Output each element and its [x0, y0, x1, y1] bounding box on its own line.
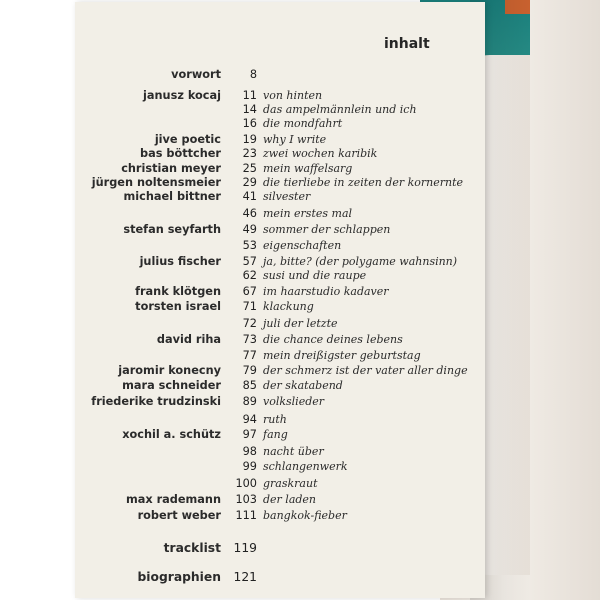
toc-page-number: 111	[235, 509, 257, 522]
toc-title: graskraut	[263, 477, 318, 490]
toc-title: zwei wochen karibik	[263, 147, 378, 160]
toc-title: ja, bitte? (der polygame wahnsinn)	[263, 255, 458, 268]
toc-page-number: 71	[242, 300, 257, 313]
toc-title: ruth	[263, 413, 287, 426]
toc-page-number: 100	[235, 477, 257, 490]
toc-page-number: 97	[242, 428, 257, 441]
toc-page-number: 67	[242, 285, 257, 298]
toc-author: frank klötgen	[135, 285, 221, 298]
toc-author: biographien	[137, 570, 221, 584]
book-page	[75, 2, 485, 598]
toc-page-number: 8	[249, 68, 257, 81]
toc-entry	[75, 541, 485, 558]
toc-page-number: 41	[242, 190, 257, 203]
toc-author: friederike trudzinski	[91, 395, 221, 408]
toc-page-number: 98	[242, 445, 257, 458]
toc-title: die mondfahrt	[263, 117, 343, 130]
toc-page-number: 23	[242, 147, 257, 160]
toc-author: torsten israel	[135, 300, 221, 313]
toc-title: mein waffelsarg	[263, 162, 353, 175]
toc-page-number: 16	[242, 117, 257, 130]
toc-page-number: 73	[242, 333, 257, 346]
toc-title: die tierliebe in zeiten der kornernte	[263, 176, 464, 189]
toc-page-number: 49	[242, 223, 257, 236]
toc-entry	[75, 207, 485, 224]
toc-author: xochil a. schütz	[122, 428, 221, 441]
toc-title: mein dreißigster geburtstag	[263, 349, 421, 362]
toc-page-number: 11	[242, 89, 257, 102]
page-heading: inhalt	[384, 36, 430, 52]
toc-title: der skatabend	[263, 379, 343, 392]
toc-page-number: 99	[242, 460, 257, 473]
toc-title: volkslieder	[263, 395, 325, 408]
toc-title: susi und die raupe	[263, 269, 367, 282]
toc-author: jive poetic	[154, 133, 221, 146]
toc-author: robert weber	[137, 509, 221, 522]
toc-entry	[75, 269, 485, 286]
table-of-contents	[75, 2, 485, 598]
toc-entry	[75, 428, 485, 445]
toc-author: jaromir konecny	[118, 364, 221, 377]
toc-title: von hinten	[263, 89, 323, 102]
toc-author: michael bittner	[123, 190, 221, 203]
toc-entry	[75, 493, 485, 510]
toc-author: janusz kocaj	[143, 89, 221, 102]
toc-page-number: 25	[242, 162, 257, 175]
toc-entry	[75, 379, 485, 396]
toc-title: der laden	[263, 493, 317, 506]
toc-page-number: 19	[242, 133, 257, 146]
toc-page-number: 79	[242, 364, 257, 377]
toc-page-number: 14	[242, 103, 257, 116]
toc-page-number: 103	[235, 493, 257, 506]
toc-title: nacht über	[263, 445, 324, 458]
toc-title: fang	[263, 428, 288, 441]
toc-page-number: 121	[233, 570, 257, 584]
toc-author: julius fischer	[139, 255, 221, 268]
toc-title: das ampelmännlein und ich	[263, 103, 417, 116]
toc-author: david riha	[156, 333, 221, 346]
toc-page-number: 29	[242, 176, 257, 189]
toc-title: der schmerz ist der vater aller dinge	[263, 364, 468, 377]
toc-entry	[75, 460, 485, 477]
toc-entry	[75, 300, 485, 317]
toc-entry	[75, 395, 485, 412]
toc-author: vorwort	[171, 68, 221, 81]
toc-author: tracklist	[163, 541, 221, 555]
toc-title: mein erstes mal	[263, 207, 353, 220]
toc-author: bas böttcher	[140, 147, 221, 160]
toc-page-number: 89	[242, 395, 257, 408]
toc-author: stefan seyfarth	[123, 223, 221, 236]
toc-author: max rademann	[125, 493, 221, 506]
toc-title: sommer der schlappen	[263, 223, 391, 236]
toc-entry	[75, 68, 485, 85]
toc-entry	[75, 570, 485, 587]
toc-title: why I write	[263, 133, 327, 146]
toc-author: mara schneider	[122, 379, 221, 392]
toc-page-number: 62	[242, 269, 257, 282]
toc-title: die chance deines lebens	[263, 333, 403, 346]
toc-title: eigenschaften	[263, 239, 342, 252]
toc-title: silvester	[263, 190, 311, 203]
toc-page-number: 72	[242, 317, 257, 330]
toc-title: schlangenwerk	[263, 460, 348, 473]
toc-author: christian meyer	[121, 162, 221, 175]
toc-entry	[75, 223, 485, 240]
toc-page-number: 77	[242, 349, 257, 362]
toc-author: jürgen noltensmeier	[91, 176, 221, 189]
toc-title: bangkok-fieber	[263, 509, 347, 522]
toc-title: juli der letzte	[263, 317, 338, 330]
toc-page-number: 94	[242, 413, 257, 426]
toc-entry	[75, 190, 485, 207]
toc-entry	[75, 117, 485, 134]
toc-entry	[75, 333, 485, 350]
toc-entry	[75, 239, 485, 256]
toc-entry	[75, 477, 485, 494]
toc-entry	[75, 509, 485, 526]
toc-page-number: 85	[242, 379, 257, 392]
toc-page-number: 53	[242, 239, 257, 252]
toc-title: klackung	[263, 300, 314, 313]
toc-page-number: 57	[242, 255, 257, 268]
toc-entry	[75, 317, 485, 334]
toc-page-number: 46	[242, 207, 257, 220]
toc-page-number: 119	[233, 541, 257, 555]
toc-title: im haarstudio kadaver	[263, 285, 389, 298]
